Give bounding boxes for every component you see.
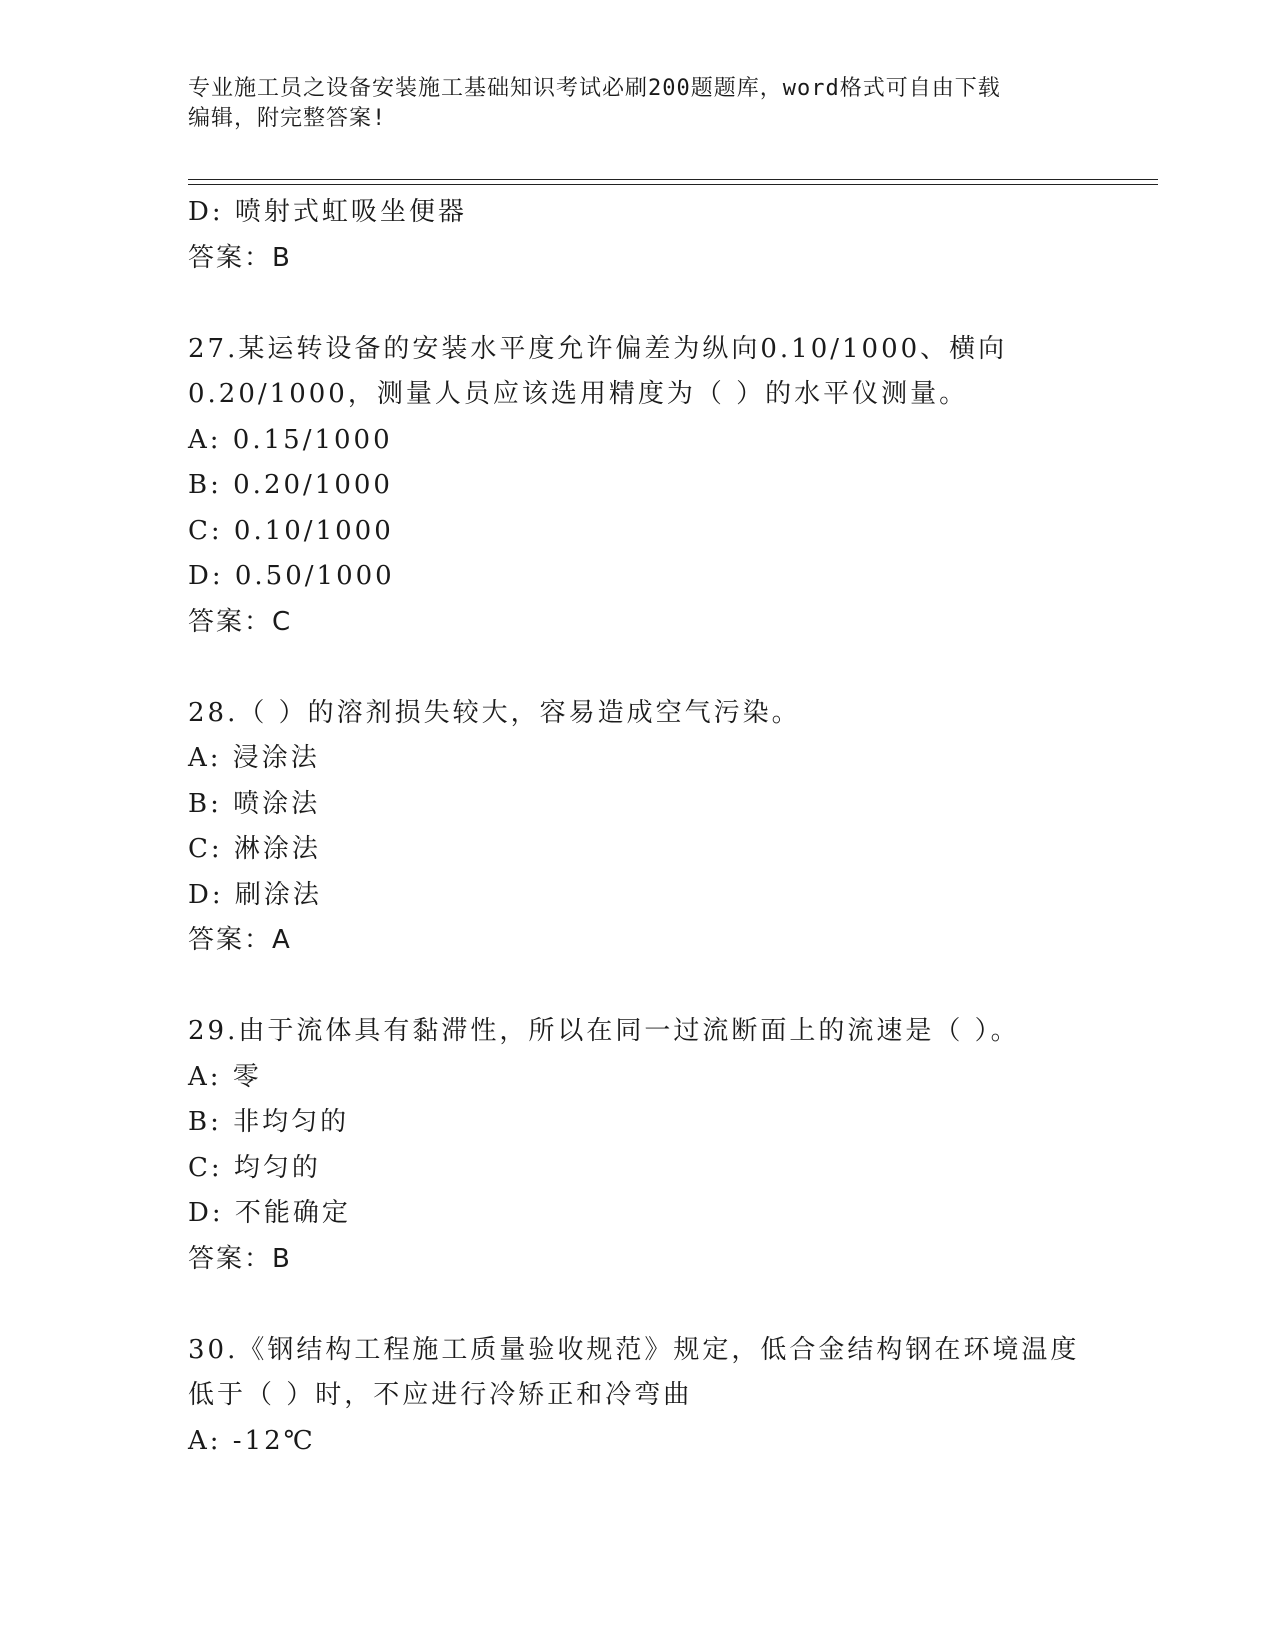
question-28-option-a: A: 浸涂法 <box>188 743 320 773</box>
prev-option-d: D: 喷射式虹吸坐便器 <box>188 197 467 227</box>
spacer <box>188 1282 1188 1328</box>
question-29-option-d: D: 不能确定 <box>188 1198 351 1228</box>
question-27-stem-1: 27.某运转设备的安装水平度允许偏差为纵向0.10/1000、横向 <box>188 333 1008 364</box>
question-27-option-c: C: 0.10/1000 <box>188 515 394 546</box>
question-27-option-a: A: 0.15/1000 <box>188 424 393 455</box>
prev-answer: 答案：B <box>188 242 292 273</box>
question-28-option-d: D: 刷涂法 <box>188 879 322 910</box>
question-29-answer: 答案：B <box>188 1243 292 1274</box>
question-29-option-b: B: 非均匀的 <box>188 1107 350 1137</box>
question-27-stem-2: 0.20/1000，测量人员应该选用精度为（ ）的水平仪测量。 <box>188 379 969 409</box>
document-header <box>188 74 1088 134</box>
header-divider-top <box>188 179 1158 180</box>
spacer <box>188 281 1188 327</box>
header-title-line-2: 编辑，附完整答案! <box>188 106 387 131</box>
question-30-option-a: A: -12℃ <box>188 1425 316 1456</box>
question-27-option-b: B: 0.20/1000 <box>188 470 393 500</box>
question-28-answer: 答案：A <box>188 925 292 955</box>
spacer <box>188 964 1188 1010</box>
question-27-option-d: D: 0.50/1000 <box>188 561 395 591</box>
question-27-answer: 答案：C <box>188 606 293 637</box>
question-29-option-c: C: 均匀的 <box>188 1152 321 1183</box>
question-list <box>188 190 1188 1464</box>
question-30-stem-2: 低于（ ）时，不应进行冷矫正和冷弯曲 <box>188 1380 693 1410</box>
question-30-stem-1: 30.《钢结构工程施工质量验收规范》规定，低合金结构钢在环境温度 <box>188 1334 1080 1365</box>
header-divider-bottom <box>188 184 1158 185</box>
question-28-stem-1: 28.（ ）的溶剂损失较大，容易造成空气污染。 <box>188 697 801 728</box>
question-28-option-b: B: 喷涂法 <box>188 788 321 819</box>
question-29-option-a: A: 零 <box>188 1061 262 1092</box>
header-title-line-1: 专业施工员之设备安装施工基础知识考试必刷200题题库，word格式可自由下载 <box>188 76 1001 101</box>
question-28-option-c: C: 淋涂法 <box>188 834 321 864</box>
spacer <box>188 645 1188 691</box>
question-29-stem-1: 29.由于流体具有黏滞性，所以在同一过流断面上的流速是（ ）。 <box>188 1016 1020 1046</box>
